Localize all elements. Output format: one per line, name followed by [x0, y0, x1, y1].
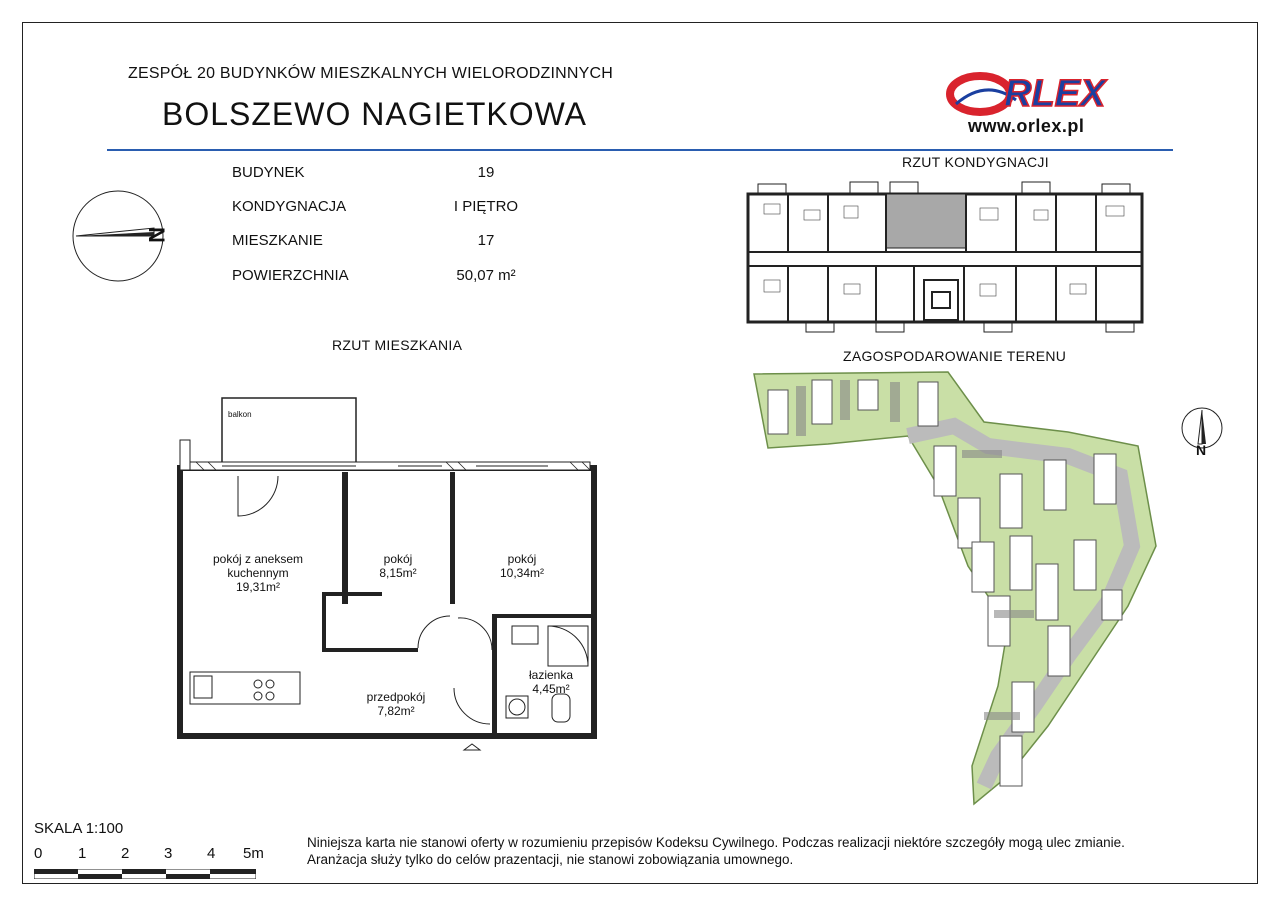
room2-label — [474, 552, 570, 580]
site-plan — [748, 366, 1168, 808]
living-room-name-2: kuchennym — [227, 566, 289, 580]
header-rule — [107, 149, 1173, 151]
value-apartment: 17 — [477, 232, 495, 249]
scale-bar — [34, 866, 256, 876]
compass-left — [70, 186, 180, 286]
hall-label — [346, 690, 446, 718]
scale-mark-0: 0 — [34, 845, 43, 862]
site-plan-heading: ZAGOSPODAROWANIE TERENU — [843, 348, 1067, 364]
label-floor: KONDYGNACJA — [232, 198, 347, 215]
bathroom-name: łazienka — [528, 668, 574, 682]
compass-right-letter: N — [1196, 442, 1207, 458]
scale-mark-1: 1 — [78, 845, 87, 862]
hall-name: przedpokój — [366, 690, 426, 704]
scale-label: SKALA 1:100 — [34, 820, 124, 837]
company-url[interactable]: www.orlex.pl — [968, 116, 1085, 136]
label-building: BUDYNEK — [232, 164, 305, 181]
compass-left-letter: N — [143, 227, 169, 243]
room2-area: 10,34m² — [499, 566, 545, 580]
value-area: 50,07 m² — [456, 267, 516, 284]
project-title: BOLSZEWO NAGIETKOWA — [162, 96, 587, 132]
hall-area: 7,82m² — [377, 704, 415, 718]
svg-text:RLEX: RLEX — [1004, 73, 1106, 115]
project-subtitle: ZESPÓŁ 20 BUDYNKÓW MIESZKALNYCH WIELORODZINNYCH — [128, 65, 614, 82]
room2-name: pokój — [507, 552, 537, 566]
label-area: POWIERZCHNIA — [232, 267, 349, 284]
level-plan — [744, 180, 1146, 336]
label-apartment: MIESZKANIE — [232, 232, 323, 249]
bathroom-area: 4,45m² — [532, 682, 570, 696]
room1-name: pokój — [383, 552, 413, 566]
room1-label — [350, 552, 446, 580]
value-building: 19 — [477, 164, 495, 181]
scale-mark-4: 4 — [207, 845, 216, 862]
level-plan-heading: RZUT KONDYGNACJI — [902, 154, 1049, 170]
compass-right — [1174, 404, 1224, 460]
scale-mark-2: 2 — [121, 845, 130, 862]
apartment-floor-plan — [176, 392, 600, 762]
scale-mark-5: 5m — [243, 845, 264, 862]
living-room-label — [190, 552, 326, 594]
living-room-area: 19,31m² — [235, 580, 281, 594]
balcony-label: balkon — [228, 410, 252, 419]
bathroom-label — [506, 668, 596, 696]
value-floor: I PIĘTRO — [453, 198, 519, 215]
room1-area: 8,15m² — [379, 566, 417, 580]
floor-plan-heading: RZUT MIESZKANIA — [332, 337, 463, 353]
disclaimer-line-2: Aranżacja służy tylko do celów prazentacji, nie stanowi zobowiązania umownego. — [307, 852, 794, 867]
disclaimer-line-1: Niniejsza karta nie stanowi oferty w rozumieniu przepisów Kodeksu Cywilnego. Podczas realizacji niektóre szczegóły mogą ulec zmianie. — [307, 835, 1125, 850]
living-room-name: pokój z aneksem — [212, 552, 304, 566]
scale-mark-3: 3 — [164, 845, 173, 862]
